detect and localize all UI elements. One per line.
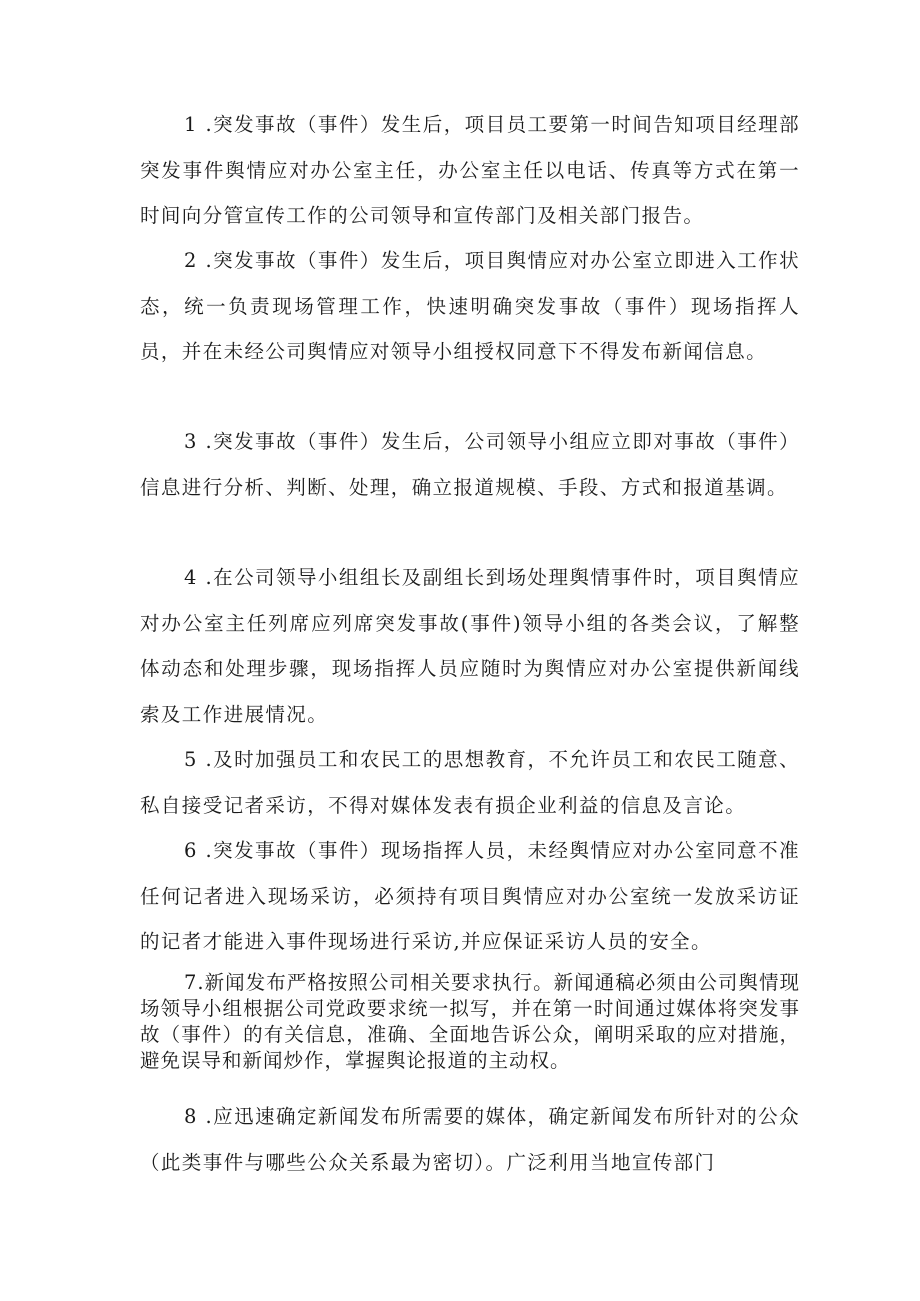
paragraph-7: 7.新闻发布严格按照公司相关要求执行。新闻通稿必须由公司舆情现场领导小组根据公司党政要求统一拟写，并在第一时间通过媒体将突发事故（事件）的有关信息，准确、全面地告诉公众，阐明采取的应对措施，避免误导和新闻炒作，掌握舆论报道的主动权。 — [140, 971, 800, 1072]
paragraph-4: 4 .在公司领导小组组长及副组长到场处理舆情事件时，项目舆情应对办公室主任列席应列席突发事故(事件)领导小组的各类会议，了解整体动态和处理步骤，现场指挥人员应随时为舆情应对办公室提供新闻线索及工作进展情况。 — [140, 566, 800, 726]
paragraph-6: 6 .突发事故（事件）现场指挥人员，未经舆情应对办公室同意不准任何记者进入现场采访，必须持有项目舆情应对办公室统一发放采访证的记者才能进入事件现场进行采访,并应保证采访人员的安全。 — [140, 839, 800, 953]
paragraph-8: 8 .应迅速确定新闻发布所需要的媒体，确定新闻发布所针对的公众（此类事件与哪些公众关系最为密切）。广泛利用当地宣传部门 — [140, 1105, 800, 1174]
paragraph-1: 1 .突发事故（事件）发生后，项目员工要第一时间告知项目经理部突发事件舆情应对办公室主任，办公室主任以电话、传真等方式在第一时间向分管宣传工作的公司领导和宣传部门及相关部门报告。 — [140, 113, 800, 227]
paragraph-5: 5 .及时加强员工和农民工的思想教育，不允许员工和农民工随意、私自接受记者采访，不得对媒体发表有损企业利益的信息及言论。 — [140, 748, 800, 817]
paragraph-3: 3 .突发事故（事件）发生后，公司领导小组应立即对事故（事件）信息进行分析、判断、处理，确立报道规模、手段、方式和报道基调。 — [140, 430, 800, 499]
paragraph-2: 2 .突发事故（事件）发生后，项目舆情应对办公室立即进入工作状态，统一负责现场管理工作，快速明确突发事故（事件）现场指挥人员，并在未经公司舆情应对领导小组授权同意下不得发布新闻信息。 — [140, 249, 800, 363]
